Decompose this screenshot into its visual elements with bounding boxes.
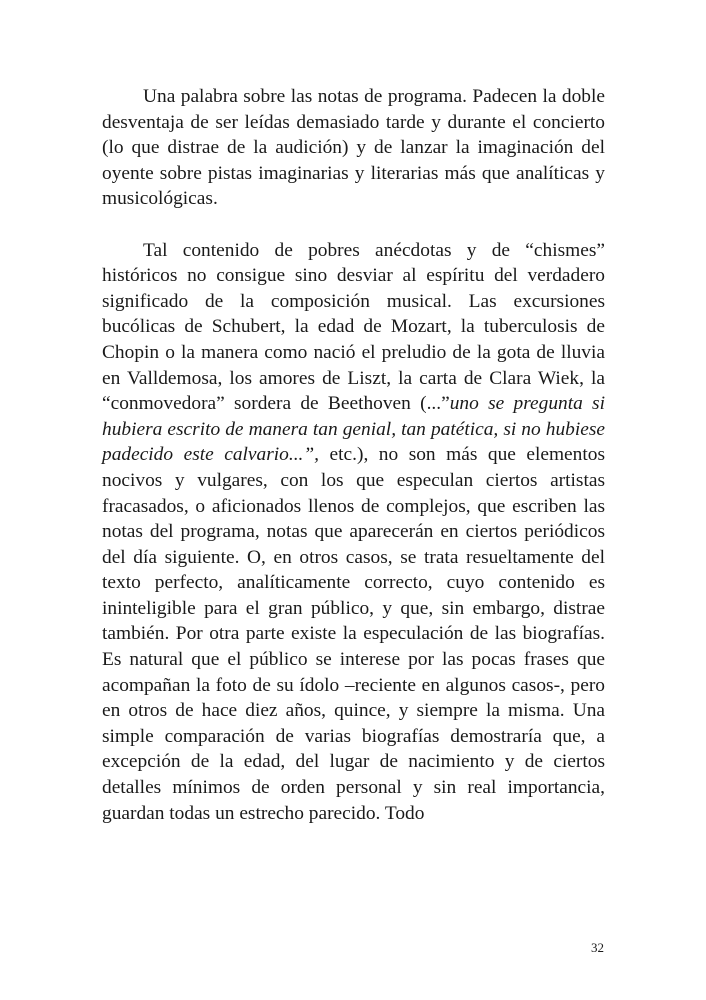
paragraph-2-text-end: etc.), no son más que elementos nocivos y vulgares, con los que especulan ciertos artistas fracasados, o aficionados llenos de complejos, que escriben las notas del programa, notas que aparecerán en ciertos periódicos del día siguiente. O, en otros casos, se trata resueltamente del texto perfecto, analíticamente correcto, cuyo contenido es ininteligible para el gran público, y que, sin embargo, distrae también. Por otra parte existe la especulación de las biografías. Es natural que el público se interese por las pocas frases que acompañan la foto de su ídolo –reciente en algunos casos-, pero en otros de hace diez años, quince, y siempre la misma. Una simple comparación de varias biografías demostraría que, a excepción de la edad, del lugar de nacimiento y de ciertos detalles mínimos de orden personal y sin real importancia, guardan todas un estrecho parecido. Todo (102, 444, 605, 824)
page-number: 32 (591, 940, 604, 955)
paragraph-1-text: Una palabra sobre las notas de programa. Padecen la doble desventaja de ser leídas demasiado tarde y durante el concierto (lo que distrae de la audición) y de lanzar la imaginación del oyente sobre pistas imaginarias y literarias más que analíticas y musicológicas. (102, 86, 605, 210)
paragraph-2-italic-quote: uno se pregunta si hubiera escrito de manera tan genial, tan patética, si no hubiese padecido este calvario...”, (102, 393, 605, 466)
paragraph-2-text-start: Tal contenido de pobres anécdotas y de “chismes” históricos no consigue sino desviar al espíritu del verdadero significado de la composición musical. Las excursiones bucólicas de Schubert, la edad de Mozart, la tuberculosis de Chopin o la manera como nació el preludio de la gota de lluvia en Valldemosa, los amores de Liszt, la carta de Clara Wiek, la “conmovedora” sordera de Beethoven (...” (102, 239, 605, 415)
paragraph-program-notes (102, 84, 605, 212)
body-text (102, 84, 605, 826)
paragraph-anecdotes (102, 238, 605, 827)
